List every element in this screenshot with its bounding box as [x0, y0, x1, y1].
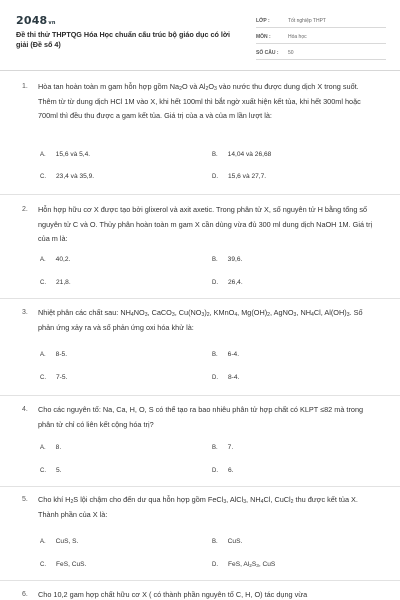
text-part: ) [204, 308, 207, 317]
option-value: 23,4 và 35,9. [56, 173, 95, 180]
option-key: A. [40, 257, 46, 263]
question-number: 4. [22, 406, 28, 413]
text-part: Cho 10,2 gam hợp chất hữu cơ X ( có thành phần nguyên tố C, H, O) tác dụng vừa [38, 590, 308, 599]
option-5c[interactable] [40, 561, 86, 568]
exam-title: Đề thi thử THPTQG Hóa Học chuẩn cấu trúc bộ giáo dục có lời giải (Đề số 4) [16, 30, 230, 49]
option-4d[interactable] [212, 467, 234, 474]
option-key: B. [212, 257, 218, 263]
question-number: 2. [22, 206, 28, 213]
option-5d[interactable] [212, 561, 275, 568]
question-1 [22, 80, 378, 124]
option-2d[interactable] [212, 279, 243, 286]
question-number: 5. [22, 496, 28, 503]
option-value: 15,6 và 5,4. [55, 151, 91, 158]
option-key: D. [212, 280, 218, 286]
option-value: 5. [56, 467, 62, 474]
option-2b[interactable] [212, 256, 242, 263]
option-value: 40,2. [55, 256, 71, 263]
option-5a[interactable] [40, 538, 78, 545]
text-part: Hòa tan hoàn toàn m gam hỗn hợp gồm Na [38, 82, 180, 91]
option-value: 8-4. [228, 374, 240, 381]
text-part: , AgNO [270, 308, 294, 317]
option-5b[interactable] [212, 538, 242, 545]
option-value: CuS, S. [55, 538, 79, 545]
option-key: D. [212, 562, 218, 568]
option-value: FeS, CuS. [56, 561, 87, 568]
text-part: Cho các nguyên tố: Na, Ca, H, O, S có thể tạo ra bao nhiêu phân tử hợp chất có KLPT ≤82 mà trong phân tử chỉ có liên kết cộng hóa trị? [38, 405, 364, 429]
question-6 [22, 588, 378, 600]
option-key: C. [40, 375, 46, 381]
option-value: 6. [228, 467, 234, 474]
text-part: Cl, CuCl [263, 495, 291, 504]
subscript: 3 [346, 312, 350, 318]
text-part: S lội chậm cho đến dư qua hỗn hợp gồm FeCl [73, 495, 224, 504]
subscript: 3 [243, 499, 247, 505]
question-2 [22, 203, 378, 247]
question-text [22, 588, 378, 600]
meta-count-row [256, 46, 386, 60]
option-key: B. [212, 445, 218, 451]
subscript: 3 [214, 86, 217, 92]
subscript: 3 [201, 312, 205, 318]
text-part: O [208, 82, 214, 91]
text-part: , Cu(NO [174, 308, 202, 317]
subscript: 4 [311, 312, 314, 318]
question-number: 6. [22, 591, 28, 598]
option-value: 7. [227, 444, 234, 451]
option-1b[interactable] [212, 151, 271, 158]
subscript: 4 [234, 312, 238, 318]
option-key: A. [40, 352, 46, 358]
text-part: NO [133, 308, 145, 317]
subscript: 4 [260, 499, 264, 505]
option-value: 8. [55, 444, 62, 451]
question-text [22, 306, 378, 335]
option-key: A. [40, 539, 46, 545]
text-part: Cl, Al(OH) [313, 308, 347, 317]
meta-count-label: SỐ CÂU : [256, 49, 279, 56]
meta-class-value: Tốt nghiệp THPT [288, 17, 326, 24]
logo-text: 2048 [16, 14, 48, 27]
option-key: B. [212, 352, 218, 358]
text-part: O và Al [181, 82, 206, 91]
text-part: Hỗn hợp hữu cơ X được tạo bởi glixerol và axit axetic. Trong phân tử X, số nguyên tử H bằng tổng số nguyên tử C và O. Thủy phân hoàn toàn m gam X cần dùng vừa đủ 300 ml dung dịch NaOH 1M. Giá trị của m là: [38, 205, 373, 243]
option-2a[interactable] [40, 256, 70, 263]
option-value: 6-4. [227, 351, 240, 358]
option-key: C. [40, 562, 46, 568]
subscript: 3 [171, 312, 175, 318]
question-4 [22, 403, 378, 432]
subscript: 2 [70, 499, 74, 505]
option-value: 26,4. [228, 279, 243, 286]
option-1d[interactable] [212, 173, 266, 180]
question-number: 3. [22, 309, 28, 316]
subscript: 2 [267, 312, 271, 318]
subscript: 2 [249, 563, 252, 568]
option-key: B. [212, 152, 218, 158]
option-value: 7-5. [56, 374, 68, 381]
option-3a[interactable] [40, 351, 67, 358]
question-5 [22, 493, 378, 522]
option-value: , CuS [258, 561, 276, 568]
option-key: B. [212, 539, 218, 545]
logo-suffix: vn [48, 20, 56, 26]
question-number: 1. [22, 83, 28, 90]
subscript: 3 [223, 499, 227, 505]
option-2c[interactable] [40, 279, 71, 286]
option-value: FeS, Al [228, 561, 250, 568]
meta-class-label: LỚP : [256, 17, 270, 24]
question-divider [0, 298, 400, 299]
question-text [22, 80, 378, 124]
question-divider [0, 580, 400, 581]
option-4b[interactable] [212, 444, 233, 451]
text-part: . Số phản ứng xảy ra và số phản ứng oxi hóa khử là: [38, 308, 363, 332]
subscript: 2 [205, 86, 209, 92]
option-1c[interactable] [40, 173, 94, 180]
question-divider [0, 194, 400, 195]
text-part: , AlCl [226, 495, 244, 504]
subscript: 3 [144, 312, 148, 318]
site-logo[interactable] [16, 14, 56, 27]
subscript: 2 [206, 312, 210, 318]
option-key: D. [212, 174, 218, 180]
text-part: , Mg(OH) [237, 308, 268, 317]
option-value: 39,6. [227, 256, 243, 263]
option-key: A. [40, 152, 46, 158]
meta-subject-row [256, 30, 386, 44]
question-3 [22, 306, 378, 335]
meta-count-value: 50 [288, 49, 294, 56]
option-3b[interactable] [212, 351, 239, 358]
exam-header [0, 0, 400, 62]
text-part: , KMnO [209, 308, 235, 317]
question-text [22, 493, 378, 522]
option-value: 8-5. [55, 351, 68, 358]
option-3c[interactable] [40, 374, 67, 381]
question-text [22, 203, 378, 247]
text-part: vào nước thu được dung dịch X trong suốt. Thêm từ từ dung dịch HCl 1M vào X, khi hết 100ml thì bắt ngờ xuất hiện kết tủa, khi hết 300ml hoặc 700ml thì đều thu được a gam kết tủa. Giá trị của a và của m lần lượt là: [38, 82, 361, 120]
option-1a[interactable] [40, 151, 90, 158]
question-divider [0, 486, 400, 487]
option-4a[interactable] [40, 444, 61, 451]
subscript: 3 [293, 312, 297, 318]
question-text [22, 403, 378, 432]
option-3d[interactable] [212, 374, 239, 381]
option-value: S [251, 561, 257, 568]
text-part: , CaCO [147, 308, 172, 317]
option-key: D. [212, 375, 218, 381]
option-key: D. [212, 468, 218, 474]
subscript: 2 [290, 499, 294, 505]
text-part: , NH [296, 308, 311, 317]
option-key: C. [40, 468, 46, 474]
text-part: thu được kết tủa X. Thành phần của X là: [38, 495, 358, 519]
option-value: 14,04 và 26,68 [227, 151, 272, 158]
header-divider [0, 70, 400, 71]
subscript: 4 [130, 312, 134, 318]
option-value: CuS. [227, 538, 243, 545]
meta-subject-value: Hóa học [288, 33, 307, 40]
text-part: Cho khí H [38, 495, 71, 504]
subscript: 3 [256, 563, 259, 568]
option-value: 15,6 và 27,7. [228, 173, 267, 180]
text-part: Nhiệt phân các chất sau: NH [38, 308, 131, 317]
option-key: C. [40, 280, 46, 286]
exam-meta [256, 14, 386, 62]
subscript: 2 [179, 86, 182, 92]
meta-subject-label: MÔN : [256, 33, 271, 40]
text-part: , NH [246, 495, 261, 504]
option-value: 21,8. [56, 279, 71, 286]
option-key: C. [40, 174, 46, 180]
question-divider [0, 395, 400, 396]
meta-class-row [256, 14, 386, 28]
option-key: A. [40, 445, 46, 451]
option-4c[interactable] [40, 467, 62, 474]
